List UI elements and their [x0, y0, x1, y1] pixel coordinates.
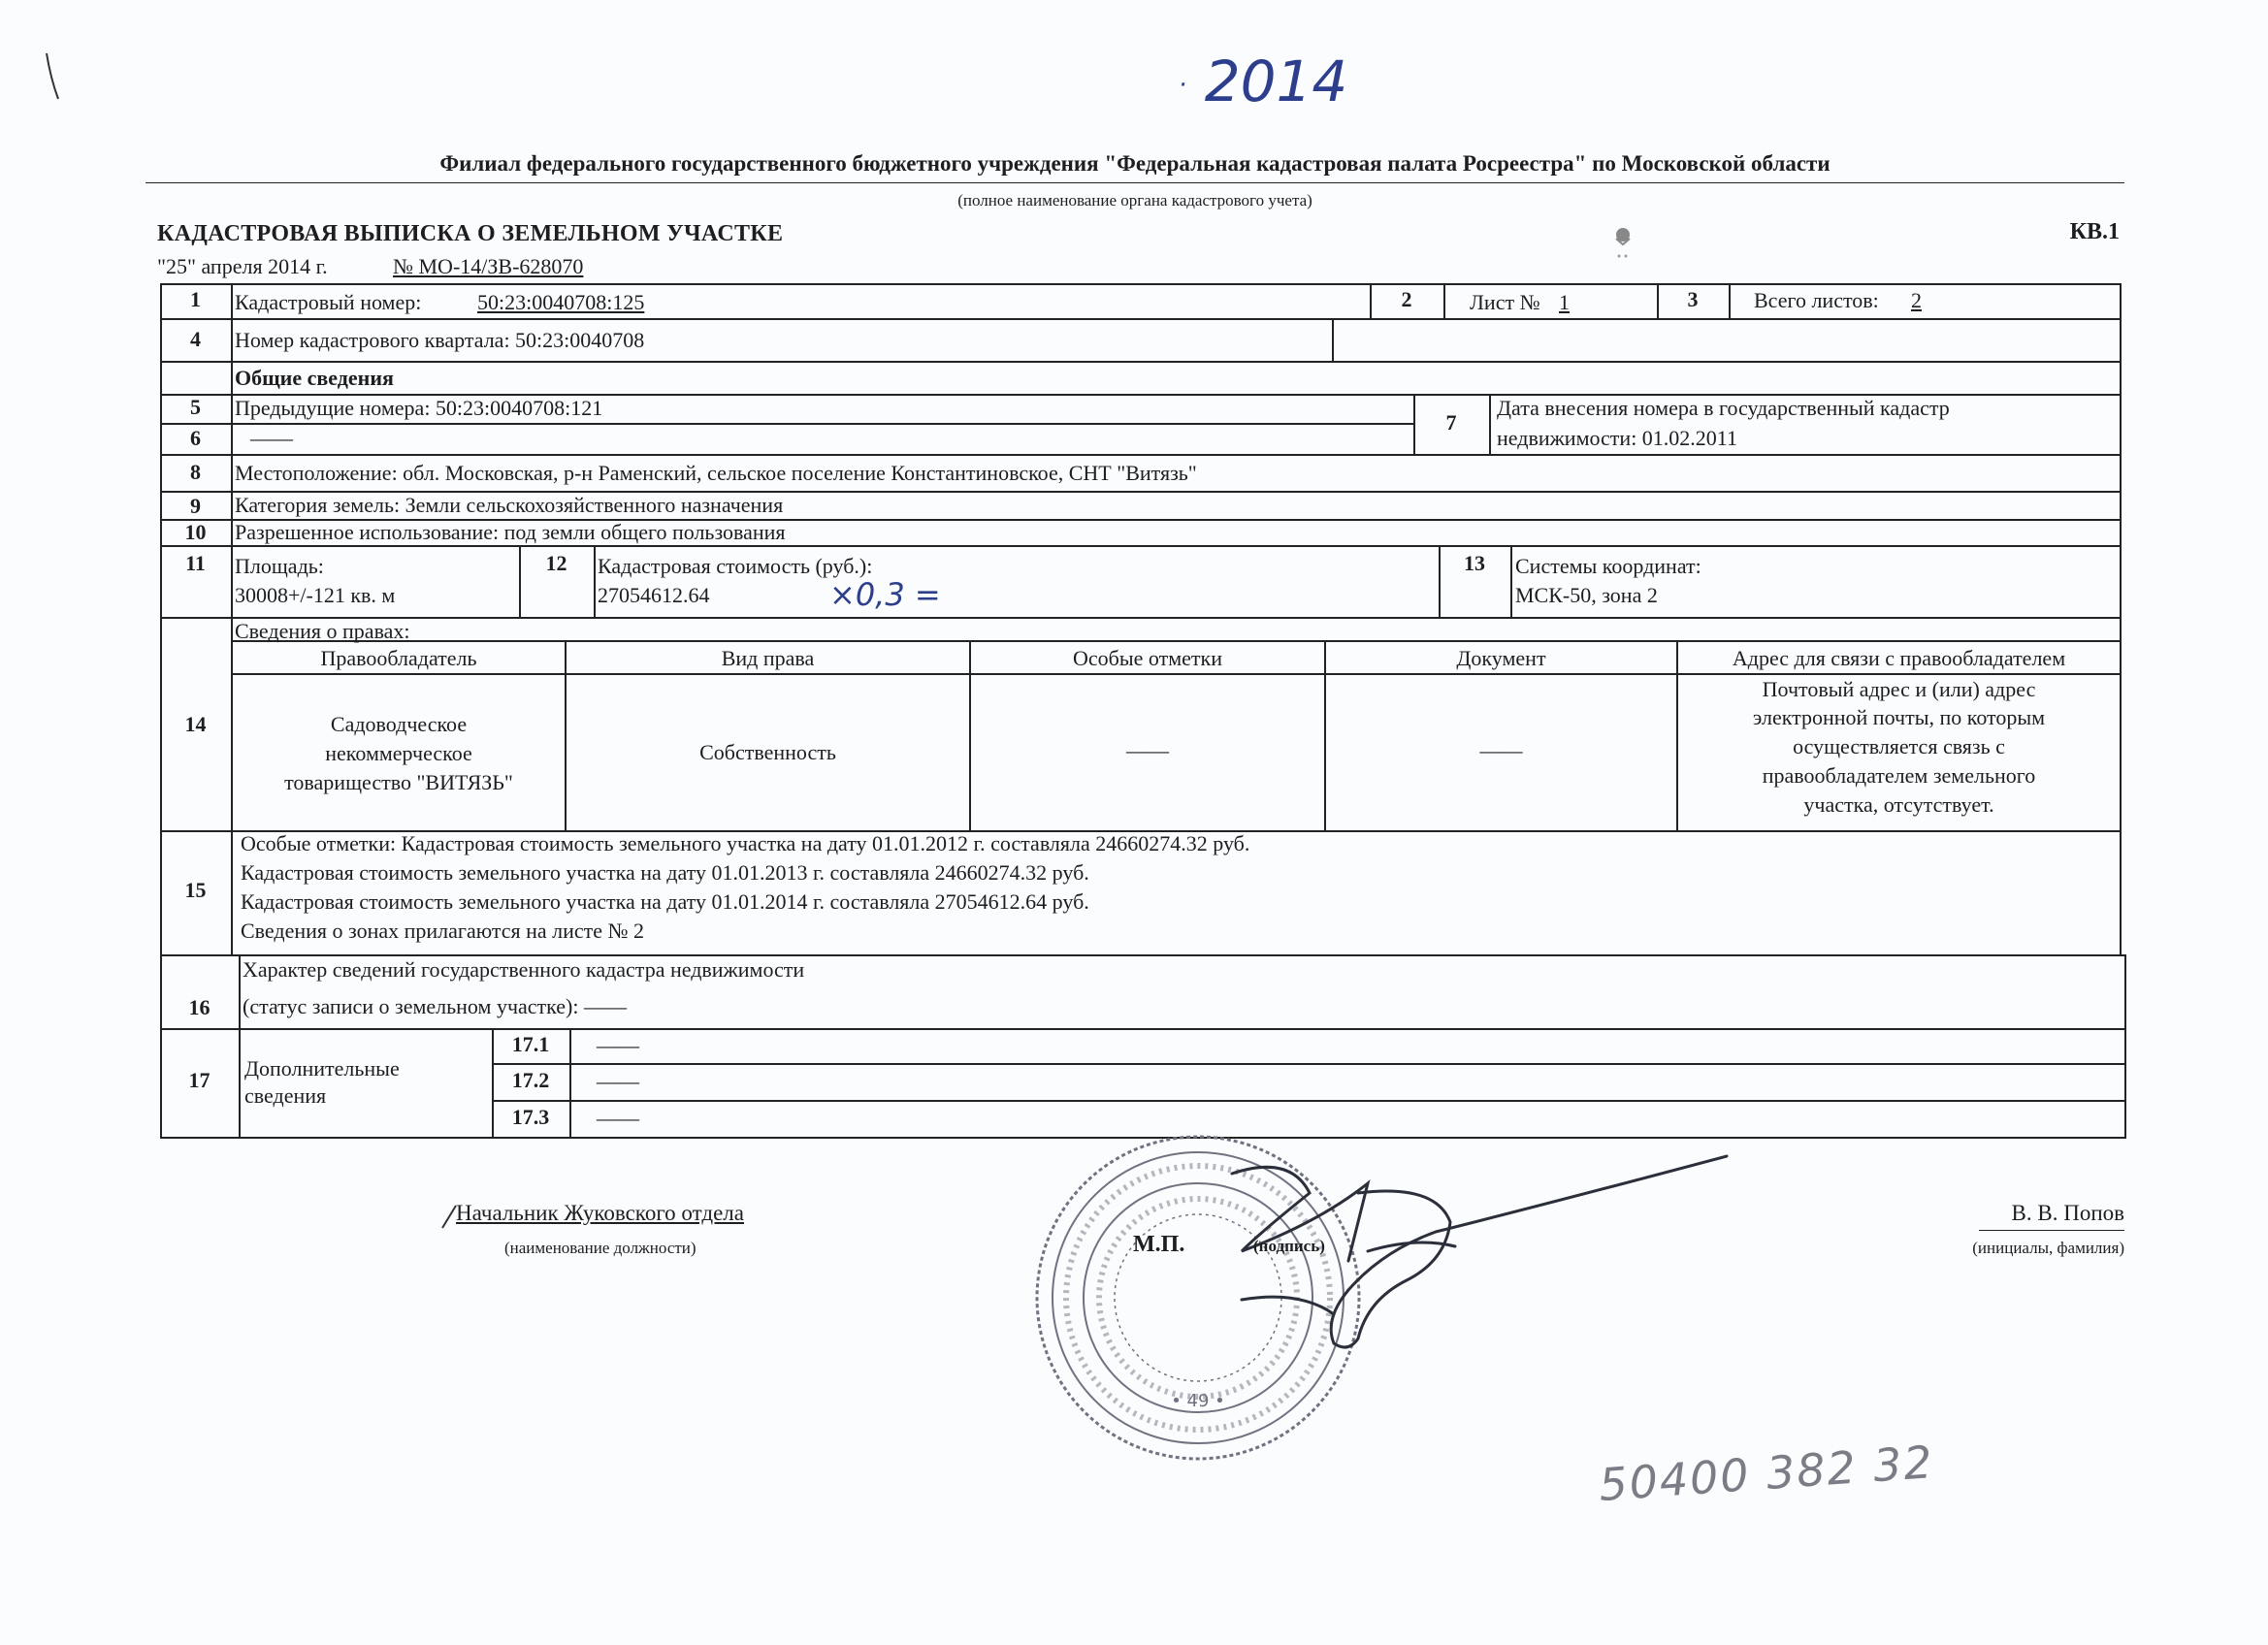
row-number: 8 [190, 460, 201, 484]
rights-owner-line: товарищество "ВИТЯЗЬ" [284, 770, 513, 794]
special-marks-line: Кадастровая стоимость земельного участка на дату 01.01.2014 г. составляла 27054612.64 руб. [241, 889, 1089, 914]
row-number: 16 [188, 995, 211, 1019]
extra-item-number: 17.3 [511, 1105, 550, 1129]
extra-info-label: сведения [244, 1083, 327, 1108]
row-number: 4 [190, 327, 201, 351]
extra-info-label: Дополнительные [244, 1056, 400, 1081]
rights-marks-value: —— [1126, 738, 1169, 762]
entry-date-line-2: недвижимости: 01.02.2011 [1497, 426, 1737, 450]
rights-title: Сведения о правах: [235, 619, 410, 643]
rights-header-address: Адрес для связи с правообладателем [1732, 646, 2066, 670]
position-caption: (наименование должности) [504, 1239, 697, 1257]
extra-item-value: —— [597, 1106, 639, 1130]
area-label: Площадь: [235, 554, 324, 578]
extra-item-value: —— [597, 1069, 639, 1093]
table-rule [239, 954, 241, 1137]
position-slash-mark [438, 1203, 460, 1232]
table-rule [1332, 318, 1334, 361]
cadastral-number-value: 50:23:0040708:125 [477, 290, 645, 314]
table-rule [1510, 545, 1512, 617]
table-rule [233, 640, 2120, 642]
rights-address-line: правообладателем земельного [1762, 763, 2036, 788]
table-rule [160, 283, 2120, 285]
area-value: 30008+/-121 кв. м [235, 583, 396, 607]
row-number: 11 [185, 551, 206, 575]
table-rule [160, 454, 2120, 456]
rights-header-owner: Правообладатель [320, 646, 477, 670]
sheet-label: Лист № [1470, 290, 1540, 314]
position-title: Начальник Жуковского отдела [456, 1201, 744, 1225]
land-category: Категория земель: Земли сельскохозяйственного назначения [235, 493, 784, 517]
svg-text:• 49 •: • 49 • [1171, 1391, 1225, 1411]
table-rule [2120, 283, 2122, 954]
stamp-place-label: М.П. [1133, 1232, 1185, 1257]
row-number: 15 [184, 878, 207, 902]
row-number: 13 [1464, 551, 1485, 575]
rights-header-document: Документ [1456, 646, 1546, 670]
permitted-use: Разрешенное использование: под земли общего пользования [235, 520, 786, 544]
row-number: 12 [545, 551, 567, 575]
cadastral-quarter: Номер кадастрового квартала: 50:23:0040708 [235, 328, 645, 352]
cost-label: Кадастровая стоимость (руб.): [598, 554, 873, 578]
signer-caption: (инициалы, фамилия) [1972, 1239, 2124, 1257]
table-rule [1729, 283, 1731, 318]
row-number: 17 [188, 1068, 211, 1092]
rights-owner-line: некоммерческое [325, 741, 472, 765]
form-code: КВ.1 [2069, 219, 2120, 244]
special-marks-line: Кадастровая стоимость земельного участка на дату 01.01.2013 г. составляла 24660274.32 руб. [241, 860, 1089, 885]
record-status-line: Характер сведений государственного кадастра недвижимости [243, 957, 805, 982]
special-marks-line: Особые отметки: Кадастровая стоимость земельного участка на дату 01.01.2012 г. составляла 24660274.32 руб. [241, 831, 1250, 855]
row-number: 7 [1445, 410, 1457, 435]
record-status-line: (статус записи о земельном участке): —— [243, 994, 627, 1018]
table-rule [160, 617, 2120, 619]
handwritten-year: · 2014 [1179, 48, 1348, 114]
rights-header-marks: Особые отметки [1073, 646, 1222, 670]
table-rule [1489, 394, 1491, 454]
signature-caption: (подпись) [1253, 1237, 1325, 1255]
total-sheets-label: Всего листов: [1754, 288, 1879, 312]
table-rule [1443, 283, 1445, 318]
coordinate-system-label: Системы координат: [1515, 554, 1701, 578]
extra-item-number: 17.1 [511, 1032, 550, 1056]
document-title: КАДАСТРОВАЯ ВЫПИСКА О ЗЕМЕЛЬНОМ УЧАСТКЕ [157, 221, 784, 246]
table-rule [233, 673, 2120, 675]
table-rule [2124, 954, 2126, 1137]
extra-item-value: —— [597, 1033, 639, 1057]
handwritten-note: ×0,3 = [829, 576, 941, 613]
row-number: 1 [190, 287, 201, 311]
rights-header-type: Вид права [721, 646, 815, 670]
row-number: 10 [184, 520, 207, 544]
emblem-icon [1612, 225, 1634, 264]
table-rule [160, 423, 1413, 425]
signer-name: В. В. Попов [2011, 1201, 2124, 1225]
table-rule [160, 318, 2120, 320]
row-number: 5 [190, 395, 201, 419]
handwritten-document-code: 50400 382 32 [1597, 1435, 1936, 1511]
table-rule [160, 1028, 2126, 1030]
document-date: "25" апреля 2014 г. [157, 254, 328, 278]
rights-type-value: Собственность [699, 740, 836, 764]
extra-item-number: 17.2 [511, 1068, 550, 1092]
general-info-heading: Общие сведения [235, 366, 394, 390]
scan-mark-corner [39, 48, 68, 107]
signer-underline [1979, 1230, 2124, 1231]
rights-address-line: Почтовый адрес и (или) адрес [1762, 677, 2036, 701]
document-number: № МО-14/ЗВ-628070 [393, 254, 584, 278]
rights-owner-line: Садоводческое [330, 712, 468, 736]
rights-address-line: электронной почты, по которым [1752, 705, 2046, 729]
row-number: 14 [184, 712, 207, 736]
table-rule [160, 361, 2120, 363]
total-sheets-value: 2 [1911, 288, 1922, 312]
previous-numbers: Предыдущие номера: 50:23:0040708:121 [235, 396, 603, 420]
table-rule [492, 1063, 2126, 1065]
table-rule [594, 545, 596, 617]
coordinate-system-value: МСК-50, зона 2 [1515, 583, 1658, 607]
table-rule [492, 1100, 2126, 1102]
row-number: 3 [1687, 287, 1699, 311]
handwritten-signature [1116, 1145, 1736, 1368]
rights-address-line: участка, отсутствует. [1803, 792, 1994, 817]
location: Местоположение: обл. Московская, р-н Раменский, сельское поселение Константиновское, СНТ "Витязь" [235, 461, 1197, 485]
sheet-value: 1 [1559, 290, 1570, 314]
special-marks-line: Сведения о зонах прилагаются на листе № 2 [241, 919, 645, 943]
organization-name: Филиал федерального государственного бюджетного учреждения "Федеральная кадастровая палата Росреестра" по Московской области [439, 151, 1831, 176]
row-number: 2 [1401, 287, 1412, 311]
row-number: 9 [190, 494, 201, 518]
entry-date-line-1: Дата внесения номера в государственный кадастр [1497, 396, 1950, 420]
rights-document-value: —— [1479, 738, 1523, 762]
table-rule [231, 283, 233, 954]
rights-address-line: осуществляется связь с [1793, 734, 2005, 758]
row6-value: —— [250, 426, 293, 450]
cadastral-number-label: Кадастровый номер: [235, 290, 422, 314]
organization-caption: (полное наименование органа кадастрового учета) [957, 191, 1312, 210]
cost-value: 27054612.64 [598, 583, 710, 607]
table-rule [569, 1028, 571, 1137]
row-number: 6 [190, 426, 201, 450]
organization-underline [146, 182, 2124, 183]
